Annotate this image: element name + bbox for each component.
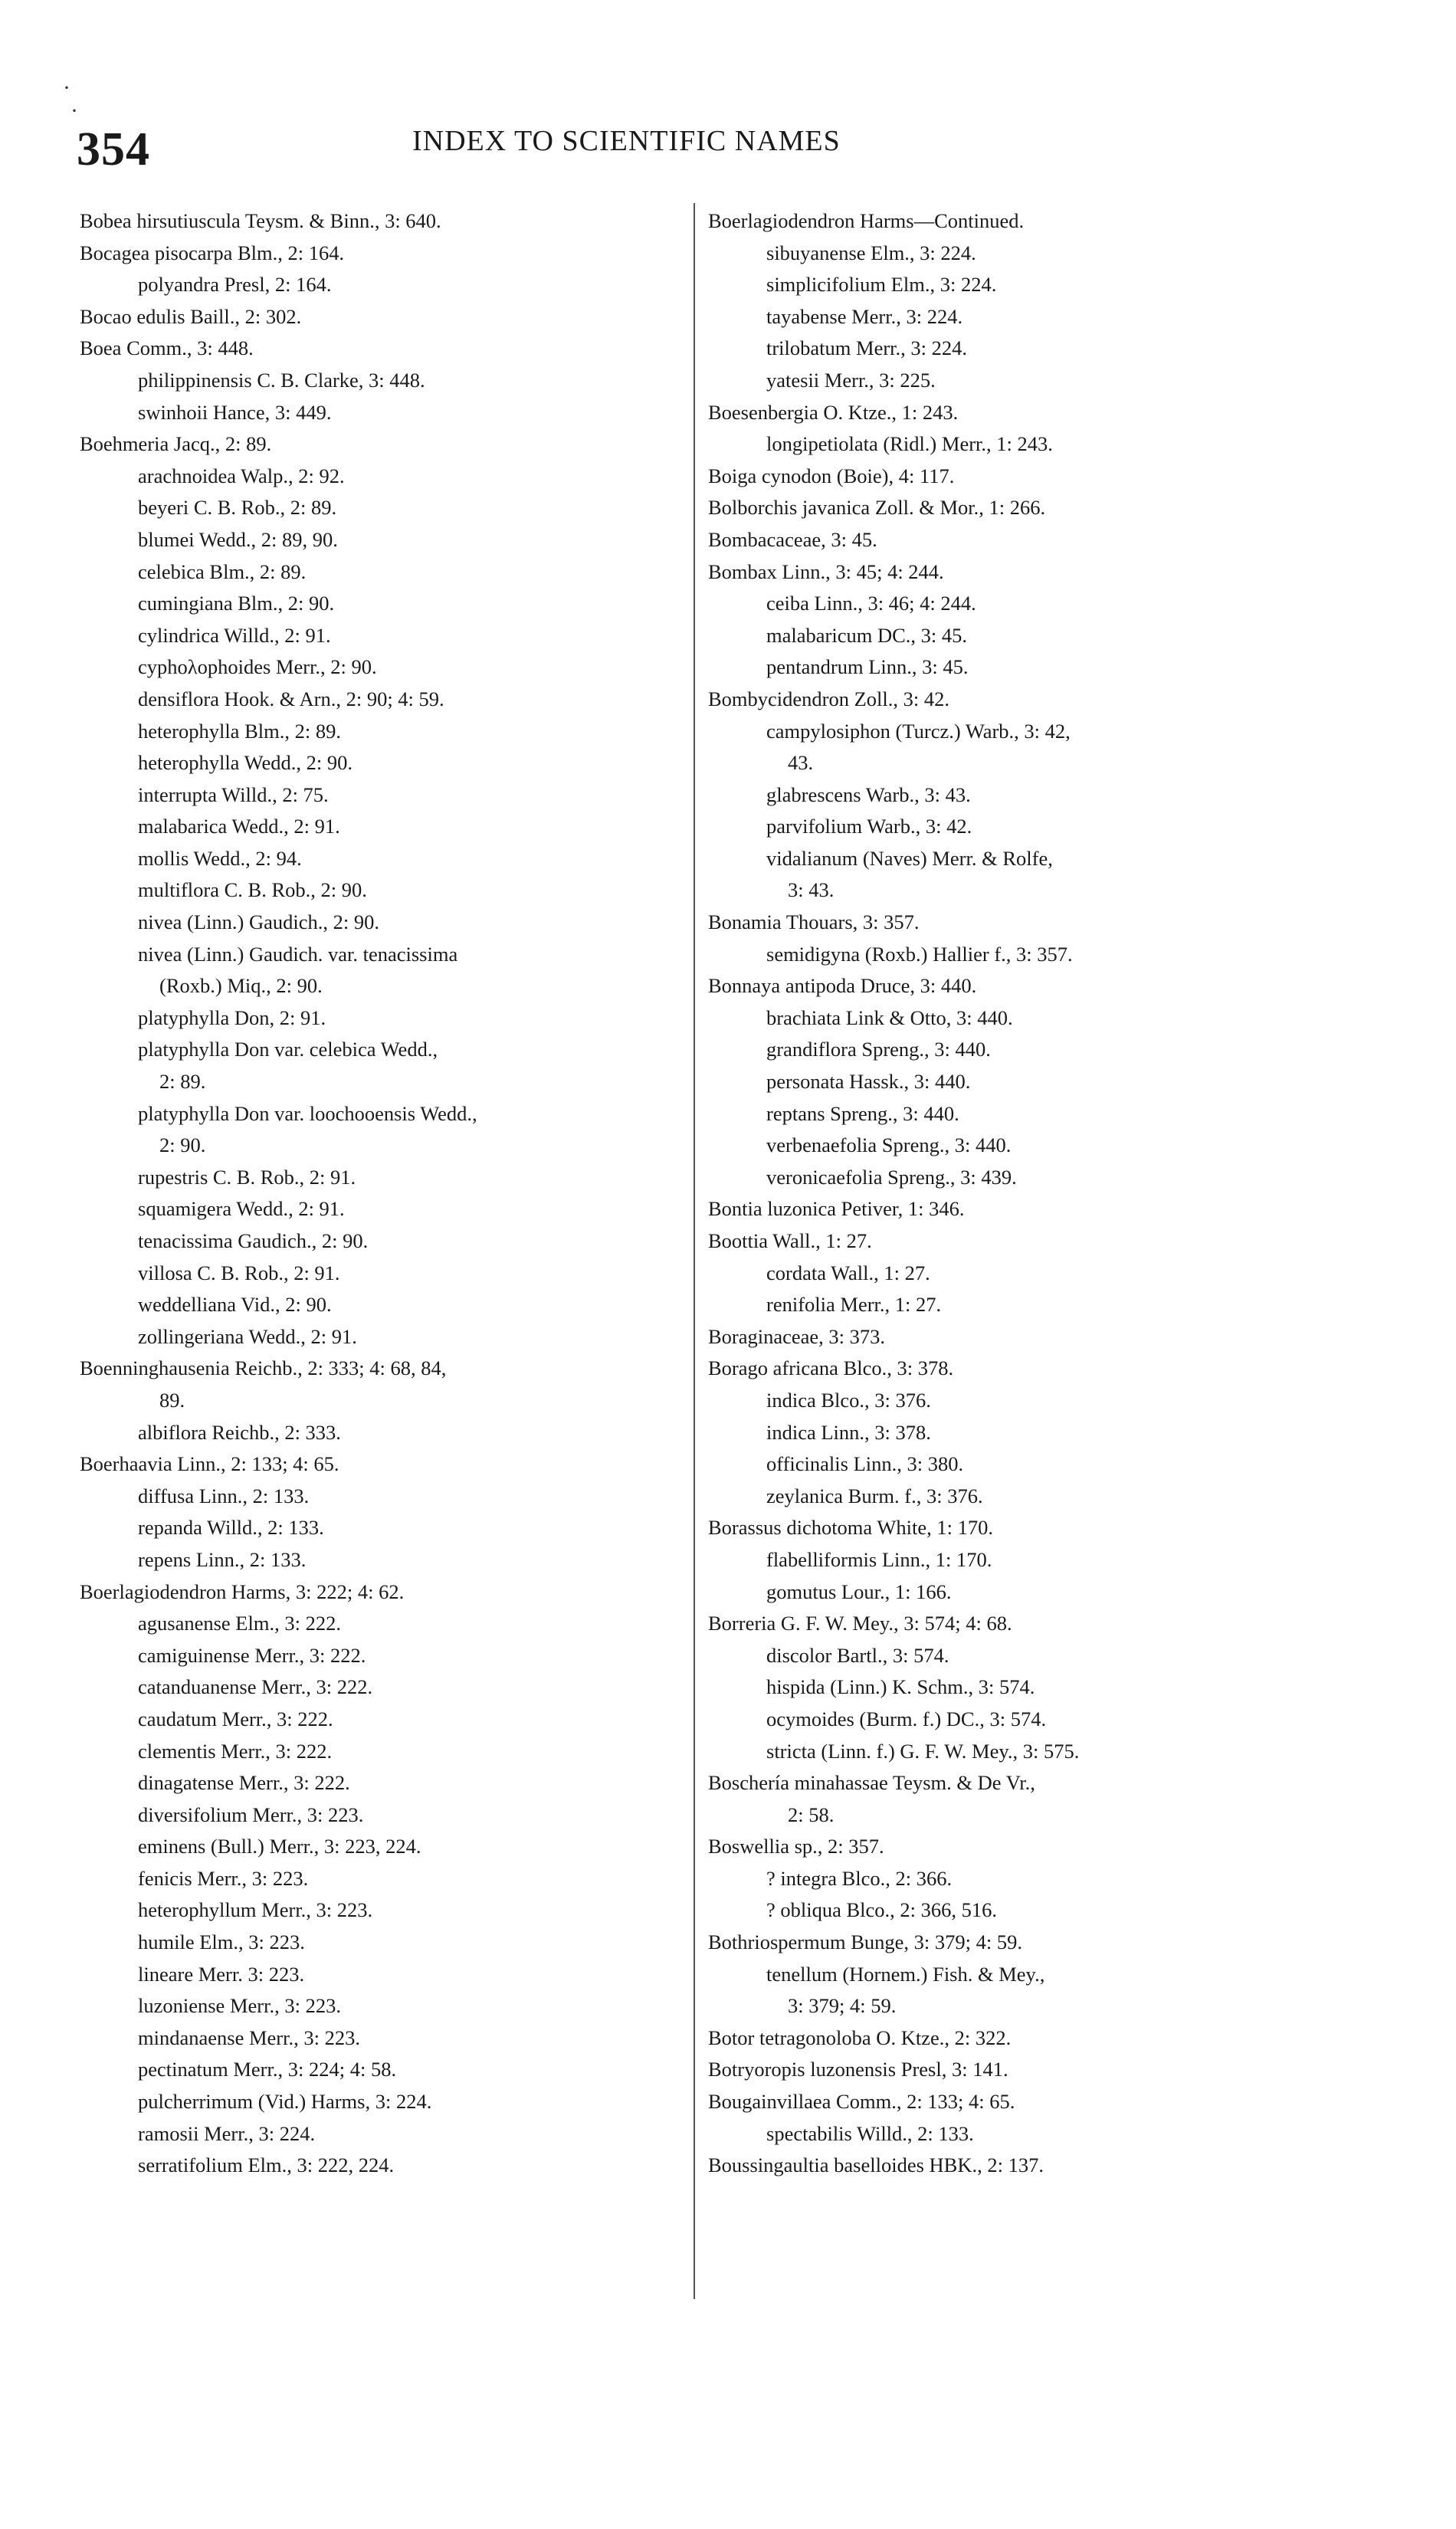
index-subentry: diffusa Linn., 2: 133. <box>138 1484 310 1507</box>
index-entry: Boraginaceae, 3: 373. <box>708 1324 886 1348</box>
index-subentry: weddelliana Vid., 2: 90. <box>138 1293 332 1317</box>
index-subentry: tenellum (Hornem.) Fish. & Mey., <box>766 1962 1045 1986</box>
index-subentry: interrupta Willd., 2: 75. <box>138 782 329 806</box>
index-subentry: blumei Wedd., 2: 89, 90. <box>138 527 338 551</box>
index-subentry: tayabense Merr., 3: 224. <box>766 304 963 328</box>
index-subentry: pulcherrimum (Vid.) Harms, 3: 224. <box>138 2090 432 2114</box>
index-subentry: cylindrica Willd., 2: 91. <box>138 623 331 647</box>
index-subentry: pectinatum Merr., 3: 224; 4: 58. <box>138 2058 397 2081</box>
index-entry: Bontia luzonica Petiver, 1: 346. <box>708 1197 965 1221</box>
index-subentry: nivea (Linn.) Gaudich., 2: 90. <box>138 910 379 934</box>
index-subentry: campylosiphon (Turcz.) Warb., 3: 42, <box>766 719 1071 743</box>
index-subentry: platyphylla Don var. celebica Wedd., <box>138 1038 438 1061</box>
index-subentry: cyphολophoides Merr., 2: 90. <box>138 655 377 679</box>
index-subentry: parvifolium Warb., 3: 42. <box>766 815 972 838</box>
index-subentry: verbenaefolia Spreng., 3: 440. <box>766 1133 1012 1157</box>
index-entry: Bothriospermum Bunge, 3: 379; 4: 59. <box>708 1930 1022 1954</box>
index-subentry: agusanense Elm., 3: 222. <box>138 1612 341 1635</box>
index-subentry: ramosii Merr., 3: 224. <box>138 2121 316 2145</box>
index-entry: Bocagea pisocarpa Blm., 2: 164. <box>80 241 345 264</box>
index-subentry: diversifolium Merr., 3: 223. <box>138 1802 364 1826</box>
index-subentry: zollingeriana Wedd., 2: 91. <box>138 1324 357 1348</box>
index-entry-continuation: 89. <box>159 1388 185 1412</box>
index-entry: Boea Comm., 3: 448. <box>80 336 254 360</box>
index-subentry: camiguinense Merr., 3: 222. <box>138 1643 366 1667</box>
right-index-column <box>708 205 1398 2182</box>
index-subentry: ceiba Linn., 3: 46; 4: 244. <box>766 592 976 615</box>
index-entry: Boussingaultia baselloides HBK., 2: 137. <box>708 2153 1044 2177</box>
index-subentry: hispida (Linn.) K. Schm., 3: 574. <box>766 1675 1035 1699</box>
index-subentry: malabarica Wedd., 2: 91. <box>138 815 340 838</box>
index-subentry: repanda Willd., 2: 133. <box>138 1516 324 1540</box>
index-subentry: discolor Bartl., 3: 574. <box>766 1643 949 1667</box>
index-entry: Bobea hirsutiuscula Teysm. & Binn., 3: 640. <box>80 209 441 232</box>
index-subentry: repens Linn., 2: 133. <box>138 1547 307 1571</box>
index-entry: Boesenbergia O. Ktze., 1: 243. <box>708 400 959 424</box>
index-entry: Botryoropis luzonensis Presl, 3: 141. <box>708 2058 1008 2081</box>
index-subentry: officinalis Linn., 3: 380. <box>766 1452 964 1476</box>
index-subentry: heterophyllum Merr., 3: 223. <box>138 1898 373 1922</box>
index-subentry: flabelliformis Linn., 1: 170. <box>766 1547 992 1571</box>
index-entry: Bombacaceae, 3: 45. <box>708 527 877 551</box>
index-entry-continuation: 43. <box>788 751 814 775</box>
index-subentry: philippinensis C. B. Clarke, 3: 448. <box>138 368 425 392</box>
index-subentry: villosa C. B. Rob., 2: 91. <box>138 1261 340 1284</box>
index-subentry: vidalianum (Naves) Merr. & Rolfe, <box>766 846 1053 870</box>
index-subentry: reptans Spreng., 3: 440. <box>766 1101 959 1125</box>
index-subentry: dinagatense Merr., 3: 222. <box>138 1771 350 1795</box>
index-entry: Boenninghausenia Reichb., 2: 333; 4: 68, 84, <box>80 1356 447 1380</box>
index-subentry: grandiflora Spreng., 3: 440. <box>766 1038 991 1061</box>
index-subentry: eminens (Bull.) Merr., 3: 223, 224. <box>138 1835 421 1858</box>
index-subentry: malabaricum DC., 3: 45. <box>766 623 967 647</box>
print-speck: · <box>63 75 71 100</box>
index-subentry: brachiata Link & Otto, 3: 440. <box>766 1005 1013 1029</box>
index-entry-continuation: 2: 58. <box>788 1802 835 1826</box>
index-subentry: cumingiana Blm., 2: 90. <box>138 592 335 615</box>
index-subentry: platyphylla Don var. loochooensis Wedd., <box>138 1101 477 1125</box>
running-title: INDEX TO SCIENTIFIC NAMES <box>412 125 841 157</box>
index-subentry: longipetiolata (Ridl.) Merr., 1: 243. <box>766 432 1053 456</box>
index-subentry: sibuyanense Elm., 3: 224. <box>766 241 976 264</box>
index-subentry: beyeri C. B. Rob., 2: 89. <box>138 496 337 520</box>
index-entry-continuation: (Roxb.) Miq., 2: 90. <box>159 974 323 998</box>
index-subentry: polyandra Presl, 2: 164. <box>138 273 332 297</box>
index-subentry: simplicifolium Elm., 3: 224. <box>766 273 997 297</box>
column-divider <box>694 203 695 2299</box>
index-subentry: cordata Wall., 1: 27. <box>766 1261 930 1284</box>
index-entry: Boswellia sp., 2: 357. <box>708 1835 884 1858</box>
index-subentry: squamigera Wedd., 2: 91. <box>138 1197 345 1221</box>
index-entry: Botor tetragonoloba O. Ktze., 2: 322. <box>708 2025 1012 2049</box>
index-subentry: stricta (Linn. f.) G. F. W. Mey., 3: 575. <box>766 1739 1080 1763</box>
index-entry: Boschería minahassae Teysm. & De Vr., <box>708 1771 1035 1795</box>
index-subentry: gomutus Lour., 1: 166. <box>766 1579 952 1603</box>
index-subentry: albiflora Reichb., 2: 333. <box>138 1420 341 1444</box>
index-subentry: catanduanense Merr., 3: 222. <box>138 1675 373 1699</box>
index-subentry: ? obliqua Blco., 2: 366, 516. <box>766 1898 998 1922</box>
index-entry: Boerlagiodendron Harms, 3: 222; 4: 62. <box>80 1579 405 1603</box>
index-subentry: humile Elm., 3: 223. <box>138 1930 305 1954</box>
index-subentry: ocymoides (Burm. f.) DC., 3: 574. <box>766 1707 1047 1730</box>
index-entry: Bonnaya antipoda Druce, 3: 440. <box>708 974 977 998</box>
index-subentry: celebica Blm., 2: 89. <box>138 559 307 583</box>
index-subentry: caudatum Merr., 3: 222. <box>138 1707 333 1730</box>
index-subentry: indica Linn., 3: 378. <box>766 1420 931 1444</box>
left-index-column <box>80 205 677 2182</box>
index-entry: Bonamia Thouars, 3: 357. <box>708 910 920 934</box>
index-subentry: trilobatum Merr., 3: 224. <box>766 336 968 360</box>
index-subentry: clementis Merr., 3: 222. <box>138 1739 333 1763</box>
index-entry: Boottia Wall., 1: 27. <box>708 1229 872 1252</box>
index-subentry: mollis Wedd., 2: 94. <box>138 846 302 870</box>
index-subentry: serratifolium Elm., 3: 222, 224. <box>138 2153 395 2177</box>
index-entry: Boiga cynodon (Boie), 4: 117. <box>708 464 955 487</box>
index-entry-continuation: 2: 89. <box>159 1070 206 1094</box>
index-entry: Bolborchis javanica Zoll. & Mor., 1: 266. <box>708 496 1046 520</box>
index-subentry: glabrescens Warb., 3: 43. <box>766 782 971 806</box>
index-subentry: densiflora Hook. & Arn., 2: 90; 4: 59. <box>138 687 444 710</box>
index-subentry: nivea (Linn.) Gaudich. var. tenacissima <box>138 942 458 966</box>
print-speck: · <box>71 98 78 123</box>
index-subentry: personata Hassk., 3: 440. <box>766 1070 971 1094</box>
index-subentry: veronicaefolia Spreng., 3: 439. <box>766 1165 1017 1189</box>
index-entry: Bocao edulis Baill., 2: 302. <box>80 304 302 328</box>
index-entry-continuation: 3: 43. <box>788 878 835 902</box>
index-entry: Bombax Linn., 3: 45; 4: 244. <box>708 559 944 583</box>
index-entry: Boerhaavia Linn., 2: 133; 4: 65. <box>80 1452 339 1476</box>
index-subentry: arachnoidea Walp., 2: 92. <box>138 464 345 487</box>
index-subentry: heterophylla Blm., 2: 89. <box>138 719 341 743</box>
index-subentry: lineare Merr. 3: 223. <box>138 1962 305 1986</box>
index-subentry: swinhoii Hance, 3: 449. <box>138 400 332 424</box>
index-entry: Bombycidendron Zoll., 3: 42. <box>708 687 950 710</box>
index-subentry: heterophylla Wedd., 2: 90. <box>138 751 353 775</box>
index-subentry: spectabilis Willd., 2: 133. <box>766 2121 974 2145</box>
index-entry: Borassus dichotoma White, 1: 170. <box>708 1516 993 1540</box>
index-subentry: tenacissima Gaudich., 2: 90. <box>138 1229 369 1252</box>
index-subentry: luzoniense Merr., 3: 223. <box>138 1994 341 2018</box>
index-entry: Borago africana Blco., 3: 378. <box>708 1356 954 1380</box>
index-subentry: semidigyna (Roxb.) Hallier f., 3: 357. <box>766 942 1073 966</box>
index-subentry: platyphylla Don, 2: 91. <box>138 1005 326 1029</box>
index-entry: Boehmeria Jacq., 2: 89. <box>80 432 272 456</box>
index-subentry: renifolia Merr., 1: 27. <box>766 1293 942 1317</box>
index-entry: Bougainvillaea Comm., 2: 133; 4: 65. <box>708 2090 1015 2114</box>
index-subentry: ? integra Blco., 2: 366. <box>766 1866 953 1890</box>
index-subentry: mindanaense Merr., 3: 223. <box>138 2025 360 2049</box>
index-entry: Boerlagiodendron Harms—Continued. <box>708 209 1025 232</box>
page-number: 354 <box>77 123 150 175</box>
index-subentry: rupestris C. B. Rob., 2: 91. <box>138 1165 356 1189</box>
index-subentry: yatesii Merr., 3: 225. <box>766 368 936 392</box>
index-subentry: fenicis Merr., 3: 223. <box>138 1866 309 1890</box>
index-subentry: pentandrum Linn., 3: 45. <box>766 655 969 679</box>
index-subentry: indica Blco., 3: 376. <box>766 1388 931 1412</box>
index-subentry: multiflora C. B. Rob., 2: 90. <box>138 878 367 902</box>
index-entry-continuation: 3: 379; 4: 59. <box>788 1994 897 2018</box>
index-subentry: zeylanica Burm. f., 3: 376. <box>766 1484 983 1507</box>
index-entry-continuation: 2: 90. <box>159 1133 206 1157</box>
index-entry: Borreria G. F. W. Mey., 3: 574; 4: 68. <box>708 1612 1012 1635</box>
